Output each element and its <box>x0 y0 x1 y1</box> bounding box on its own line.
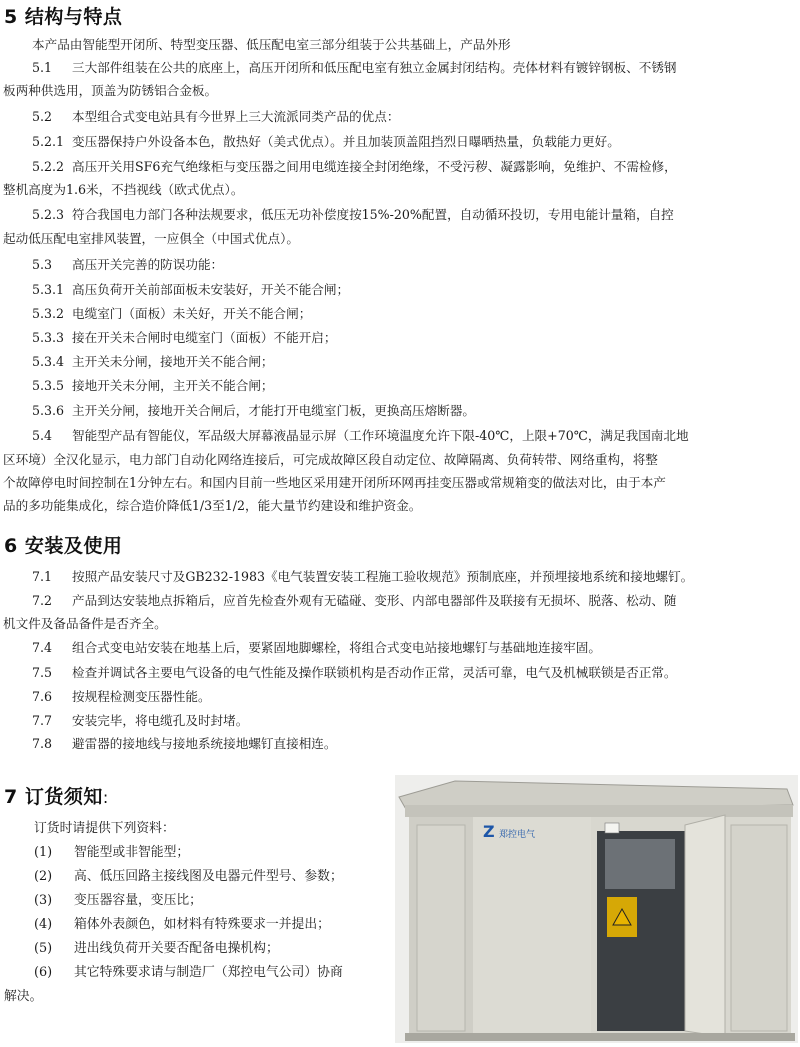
clause-text: 接地开关未分闸，主开关不能合闸； <box>72 378 274 393</box>
order-intro <box>34 818 384 840</box>
section-5-line <box>3 449 795 471</box>
clause-number: 7.7 <box>32 713 53 728</box>
clause-text: 主开关未分闸，接地开关不能合闸； <box>72 354 274 369</box>
clause-text: 机文件及备品备件是否齐全。 <box>3 616 167 631</box>
logo-text: 郑控电气 <box>499 830 536 840</box>
section-5-line <box>32 156 800 178</box>
section-5-line <box>32 351 800 373</box>
open-door-panel <box>685 815 725 1037</box>
order-item-number: (2) <box>34 869 53 884</box>
clause-number: 5.3.5 <box>32 378 65 393</box>
product-photo <box>395 775 798 1043</box>
clause-text: 板两种供选用，顶盖为防锈铝合金板。 <box>3 83 218 98</box>
clause-number: 7.6 <box>32 689 53 704</box>
clause-number: 5.3.1 <box>32 282 65 297</box>
order-item-text: 其它特殊要求请与制造厂（郑控电气公司）协商 <box>74 965 343 980</box>
clause-text: 整机高度为1.6米，不挡视线（欧式优点）。 <box>3 182 244 197</box>
order-item-number: (3) <box>34 893 53 908</box>
clause-text: 接在开关未合闸时电缆室门（面板）不能开启； <box>72 330 337 345</box>
cabinet-base <box>405 1033 795 1041</box>
section-5-line <box>3 495 795 517</box>
order-item-text: 高、低压回路主接线图及电器元件型号、参数； <box>74 869 343 884</box>
section-5-line <box>32 57 800 79</box>
cabinet-roof-edge <box>405 805 793 817</box>
clause-text: 本型组合式变电站具有今世界上三大流派同类产品的优点： <box>72 109 400 124</box>
clause-text: 个故障停电时间控制在1分钟左右。和国内目前一些地区采用建开闭所环网再挂变压器或常规箱变的做法对比，由于本产 <box>3 475 666 490</box>
clause-number: 7.8 <box>32 736 53 751</box>
section-5-line <box>3 228 795 250</box>
clause-text: 区环境）全汉化显示，电力部门自动化网络连接后，可完成故障区段自动定位、故障隔离、负荷转带、网络重构，将整 <box>3 452 658 467</box>
clause-text: 高压开关完善的防误功能： <box>72 257 224 272</box>
order-item-number: (5) <box>34 941 53 956</box>
clause-number: 7.1 <box>32 569 53 584</box>
section-5-line <box>3 80 795 102</box>
clause-text: 检查并调试各主要电气设备的电气性能及操作联锁机构是否动作正常，灵活可靠，电气及机械联锁是否正常。 <box>72 665 677 680</box>
clause-text: 高压负荷开关前部面板未安装好，开关不能合闸； <box>72 282 350 297</box>
section-5-line <box>32 327 800 349</box>
clause-text: 电缆室门（面板）未关好，开关不能合闸； <box>72 306 312 321</box>
clause-number: 7.5 <box>32 665 53 680</box>
order-item-text: 变压器容量，变压比； <box>74 893 202 908</box>
order-item-number: (4) <box>34 917 53 932</box>
clause-text: 按规程检测变压器性能。 <box>72 689 211 704</box>
section-5-line <box>32 279 800 301</box>
clause-text: 智能型产品有智能仪，军品级大屏幕液晶显示屏（工作环境温度允许下限-40℃，上限+70℃，满足我国南北地 <box>72 428 689 443</box>
order-item-number: (6) <box>34 965 53 980</box>
clause-text: 高压开关用SF6充气绝缘柜与变压器之间用电缆连接全封闭绝缘，不受污秽、凝露影响，免维护、不需检修， <box>72 159 677 174</box>
order-item <box>34 938 389 960</box>
order-item-text: 智能型或非智能型； <box>74 845 190 860</box>
clause-number: 7.2 <box>32 593 53 608</box>
order-item-continuation-text: 解决。 <box>4 989 43 1004</box>
section-7-colon: : <box>102 788 109 807</box>
order-item-continuation <box>4 986 204 1008</box>
clause-number: 5.2.2 <box>32 159 65 174</box>
section-5-line <box>3 472 795 494</box>
section-7-title: 7 订货须知 <box>4 786 103 808</box>
clause-number: 5.3.3 <box>32 330 65 345</box>
substation-illustration <box>395 775 798 1043</box>
clause-text: 组合式变电站安装在地基上后，要紧固地脚螺栓，将组合式变电站接地螺钉与基础地连接牢固。 <box>72 640 601 655</box>
clause-number: 5.3.4 <box>32 354 65 369</box>
section-7-heading <box>4 782 109 809</box>
clause-text: 避雷器的接地线与接地系统接地螺钉直接相连。 <box>72 736 337 751</box>
section-6-line <box>32 637 800 659</box>
section-6-line <box>32 590 800 612</box>
clause-number: 5.1 <box>32 60 53 75</box>
clause-text: 起动低压配电室排风装置，一应俱全（中国式优点）。 <box>3 231 299 246</box>
clause-number: 5.2.1 <box>32 134 65 149</box>
section-6-line <box>32 733 800 755</box>
order-intro-text: 订货时请提供下列资料： <box>34 821 175 836</box>
clause-number: 5.4 <box>32 428 53 443</box>
order-item <box>34 866 389 888</box>
section-5-line <box>32 204 800 226</box>
clause-text: 本产品由智能型开闭所、特型变压器、低压配电室三部分组装于公共基础上，产品外形 <box>32 37 511 52</box>
clause-text: 按照产品安装尺寸及GB232-1983《电气装置安装工程施工验收规范》预制底座，并预埋接地系统和接地螺钉。 <box>72 569 694 584</box>
section-5-line <box>3 179 795 201</box>
order-item-text: 进出线负荷开关要否配备电操机构； <box>74 941 279 956</box>
clause-text: 产品到达安装地点拆箱后，应首先检查外观有无磕碰、变形、内部电器部件及联接有无损坏、脱落、松动、随 <box>72 593 677 608</box>
clause-text: 三大部件组装在公共的底座上，高压开闭所和低压配电室有独立金属封闭结构。壳体材料有镀锌钢板、不锈钢 <box>72 60 677 75</box>
clause-text: 变压器保持户外设备本色，散热好（美式优点）。并且加装顶盖阻挡烈日曝晒热量，负载能力更好。 <box>72 134 620 149</box>
clause-number: 5.2.3 <box>32 207 65 222</box>
section-5-heading: 5 结构与特点 <box>4 6 123 28</box>
section-6-line <box>32 566 800 588</box>
order-item <box>34 914 389 936</box>
cabinet-front-body <box>473 817 591 1039</box>
clause-number: 5.2 <box>32 109 53 124</box>
clause-number: 5.3.6 <box>32 403 65 418</box>
order-item <box>34 842 389 864</box>
section-6-line <box>32 710 800 732</box>
section-5-line <box>32 303 800 325</box>
clause-number: 5.3 <box>32 257 53 272</box>
order-item-text: 箱体外表颜色，如材料有特殊要求一并提出； <box>74 917 330 932</box>
order-item-number: (1) <box>34 845 53 860</box>
order-item <box>34 890 389 912</box>
clause-text: 安装完毕，将电缆孔及时封堵。 <box>72 713 249 728</box>
section-6-line <box>3 613 795 635</box>
clause-text: 品的多功能集成化，综合造价降低1/3至1/2，能大量节约建设和维护资金。 <box>3 498 422 513</box>
section-5-line <box>32 131 800 153</box>
section-6-line <box>32 686 800 708</box>
section-5-line <box>32 425 800 447</box>
section-5-line <box>32 254 800 276</box>
section-6-line <box>32 662 800 684</box>
clause-text: 符合我国电力部门各种法规要求，低压无功补偿度按15%-20%配置，自动循环投切，专用电能计量箱，自控 <box>72 207 674 222</box>
order-item <box>34 962 389 984</box>
section-5-line <box>32 106 800 128</box>
section-6-heading: 6 安装及使用 <box>4 535 123 557</box>
section-5-line <box>32 375 800 397</box>
section-5-line <box>32 400 800 422</box>
nameplate <box>605 823 619 833</box>
clause-number: 5.3.2 <box>32 306 65 321</box>
svg-text:Z: Z <box>483 822 495 841</box>
clause-number: 7.4 <box>32 640 53 655</box>
clause-text: 主开关分闸，接地开关合闸后，才能打开电缆室门板，更换高压熔断器。 <box>72 403 475 418</box>
section-5-line <box>32 34 800 56</box>
